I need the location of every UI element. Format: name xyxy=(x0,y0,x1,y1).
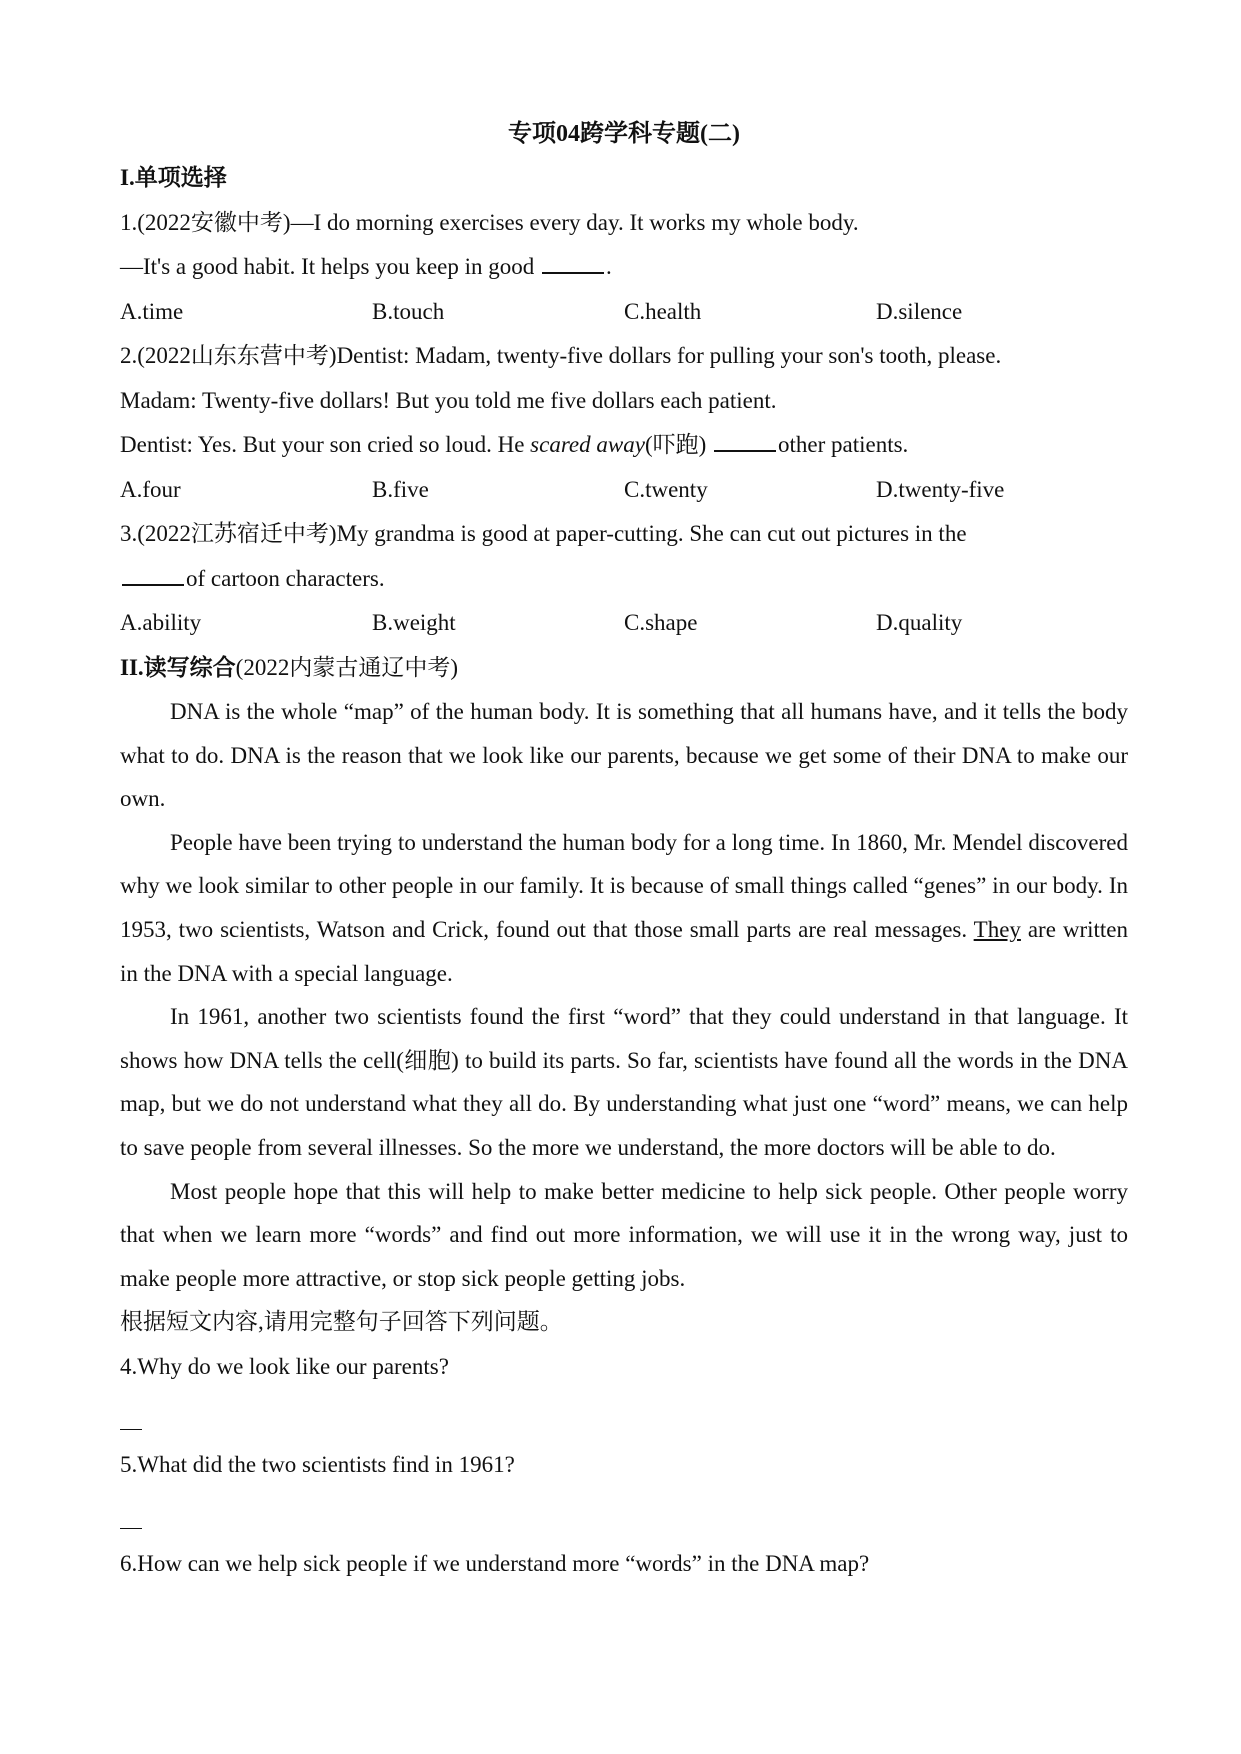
q1-option-a[interactable]: A.time xyxy=(120,298,184,324)
q2-option-d[interactable]: D.twenty-five xyxy=(876,476,1005,502)
q3-option-d[interactable]: D.quality xyxy=(876,610,963,635)
q1-option-b[interactable]: B.touch xyxy=(372,298,445,324)
passage-paragraph-4: Most people hope that this will help to make better medicine to help sick people. Other people worry that when we learn more “words” and find out more information, we will use it in the wrong way, just to make people more attractive, or stop sick people getting jobs. xyxy=(120,1178,1128,1291)
q1-line2-text: —It's a good habit. It helps you keep in good xyxy=(120,254,535,279)
q2-option-c[interactable]: C.twenty xyxy=(624,476,708,502)
passage-paragraph-3: In 1961, another two scientists found the first “word” that they could understand in that language. It shows how DNA tells the cell(细胞) to build its parts. So far, scientists have found all the words in the DNA map, but we do not understand what they all do. By understanding what just one “word” means, we can help to save people from several illnesses. So the more we understand, the more doctors will be able to do. xyxy=(120,1004,1128,1160)
passage-paragraph-2-text: People have been trying to understand the human body for a long time. In 1860, Mr. Mendel discovered why we look similar to other people in our family. It is because of small things called “genes” in our body. In 1953, two scientists, Watson and Crick, found out that those small parts are real messages. xyxy=(120,829,1128,942)
q2-gloss: (吓跑) xyxy=(644,432,713,457)
q5-question: 5.What did the two scientists find in 1961? xyxy=(120,1452,515,1478)
q2-italic-phrase: scared away xyxy=(530,432,645,457)
q1-line2 xyxy=(120,245,1128,290)
q1-line2-end: . xyxy=(606,254,612,279)
q3-option-c[interactable]: C.shape xyxy=(624,610,698,635)
q3-option-a[interactable]: A.ability xyxy=(120,610,202,635)
q2-options xyxy=(120,468,1128,513)
q2-line3-end: other patients. xyxy=(778,432,909,457)
section2-heading-source: (2022内蒙古通辽中考) xyxy=(235,654,458,680)
q2-line1: 2.(2022山东东营中考)Dentist: Madam, twenty-five dollars for pulling your son's tooth, please. xyxy=(120,343,1002,368)
q3-options xyxy=(120,601,1128,646)
q2-answer-blank[interactable] xyxy=(714,450,776,452)
worksheet-page xyxy=(120,112,1128,1586)
section2-heading xyxy=(120,646,1128,691)
q2-option-b[interactable]: B.five xyxy=(372,476,429,502)
q1-option-d[interactable]: D.silence xyxy=(876,298,963,324)
q4-question: 4.Why do we look like our parents? xyxy=(120,1353,449,1379)
q5-answer-line[interactable] xyxy=(120,1488,1128,1542)
q3-line1: 3.(2022江苏宿迁中考)My grandma is good at paper-cutting. She can cut out pictures in the xyxy=(120,521,967,546)
passage-paragraph-1: DNA is the whole “map” of the human body. It is something that all humans have, and it tells the body what to do. DNA is the reason that we look like our parents, because we get some of their DNA to make our own. xyxy=(120,699,1128,812)
q2-line3-text: Dentist: Yes. But your son cried so loud. He xyxy=(120,432,531,457)
q3-line2-text: of cartoon characters. xyxy=(186,565,385,591)
section2-heading-title: 读写综合 xyxy=(143,654,236,680)
q2-option-a[interactable]: A.four xyxy=(120,476,181,502)
q3-answer-blank[interactable] xyxy=(122,584,184,586)
underlined-word: They xyxy=(973,916,1021,942)
passage-paragraph-2-end: are written in the DNA with a special language. xyxy=(120,916,1128,986)
q1-line1: 1.(2022安徽中考)—I do morning exercises every day. It works my whole body. xyxy=(120,209,859,235)
q2-line2: Madam: Twenty-five dollars! But you told me five dollars each patient. xyxy=(120,387,777,413)
q1-answer-blank[interactable] xyxy=(542,272,604,274)
instruction-text: 根据短文内容,请用完整句子回答下列问题。 xyxy=(120,1309,563,1335)
q3-option-b[interactable]: B.weight xyxy=(372,610,456,635)
passage-paragraph-2 xyxy=(120,821,1128,995)
q1-option-c[interactable]: C.health xyxy=(624,298,702,324)
q2-line3 xyxy=(120,423,1128,468)
page-title: 专项04跨学科专题(二) xyxy=(508,121,740,147)
q4-answer-line[interactable] xyxy=(120,1389,1128,1443)
q3-line2 xyxy=(120,557,1128,602)
q1-options xyxy=(120,290,1128,335)
q6-question: 6.How can we help sick people if we understand more “words” in the DNA map? xyxy=(120,1550,870,1576)
section2-heading-number: II. xyxy=(120,654,144,680)
section1-heading: I.单项选择 xyxy=(120,165,227,190)
